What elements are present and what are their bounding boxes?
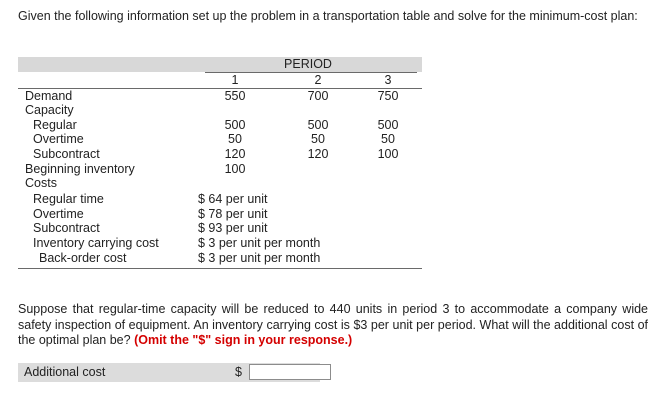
capacity-label: Capacity [25,103,74,117]
cell-value: 100 [224,162,246,176]
question-text [18,302,648,349]
problem-intro: Given the following information set up the problem in a transportation table and solve for the minimum-cost plan: [18,9,638,23]
cell-value: 50 [228,132,242,146]
cell-value: 50 [311,132,325,146]
cell-value: 500 [307,118,329,132]
additional-cost-input[interactable] [249,364,331,380]
cell-value: 100 [377,147,399,161]
cell-value: 120 [307,147,329,161]
cost-value: $ 3 per unit per month [198,236,321,250]
cell-value: 750 [377,89,399,103]
row-label: Regular time [33,192,104,206]
row-label: Subcontract [33,147,100,161]
cell-value: 700 [307,89,329,103]
cell-value: 550 [224,89,246,103]
row-label: Beginning inventory [25,162,135,176]
cost-value: $ 3 per unit per month [198,251,321,265]
table-bottom-rule [18,268,422,269]
cell-value: 50 [381,132,395,146]
row-label: Subcontract [33,221,100,235]
row-label: Back-order cost [39,251,127,265]
answer-row [18,363,320,382]
answer-label: Additional cost [24,365,106,379]
costs-label: Costs [25,176,57,190]
cost-value: $ 64 per unit [198,192,268,206]
row-label: Regular [33,118,77,132]
period-1-label: 1 [231,73,239,87]
period-3-label: 3 [384,73,392,87]
period-2-label: 2 [314,73,322,87]
table-header-shade [18,57,422,72]
period-header: PERIOD [284,57,332,71]
row-label: Demand [25,89,73,103]
cell-value: 120 [224,147,246,161]
cost-value: $ 78 per unit [198,207,268,221]
row-label: Overtime [33,132,84,146]
currency-symbol: $ [235,365,242,379]
cell-value: 500 [377,118,399,132]
question-instruction: (Omit the "$" sign in your response.) [134,333,353,347]
cost-value: $ 93 per unit [198,221,268,235]
row-label: Inventory carrying cost [33,236,159,250]
row-label: Overtime [33,207,84,221]
question-body: Suppose that regular-time capacity will be reduced to 440 units in period 3 to accommodate a company wide safety inspection of equipment. An inventory carrying cost is $3 per unit per period. What will the additional cost of the optimal plan be? [18,302,648,347]
cell-value: 500 [224,118,246,132]
